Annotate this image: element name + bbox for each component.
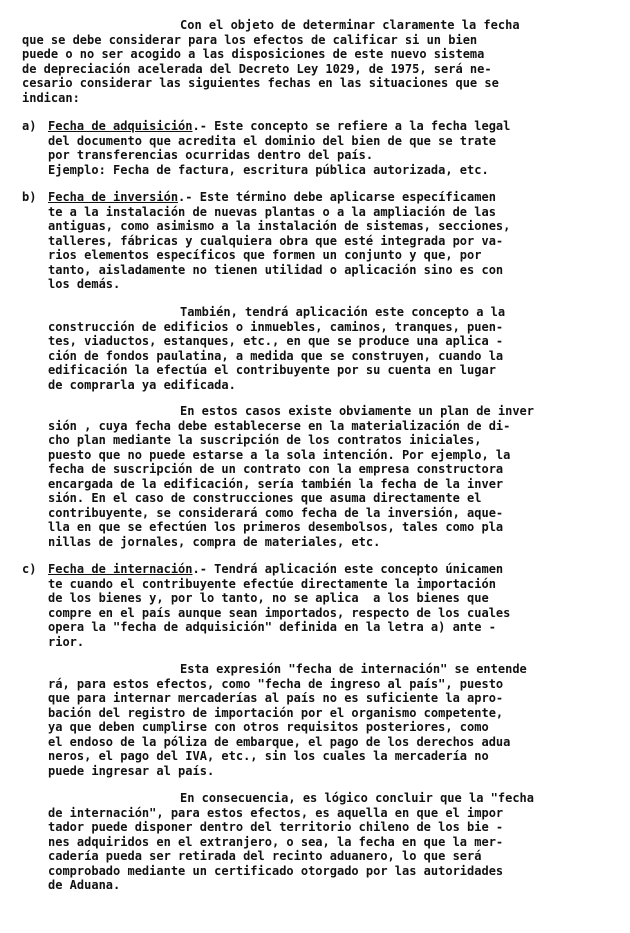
section-b-line: te a la instalación de nuevas plantas o a la ampliación de las — [48, 204, 496, 219]
section-b-line: talleres, fábricas y cualquiera obra que esté integrada por va- — [48, 233, 504, 248]
section-b-para2-line: tes, viaductos, estanques, etc., en que se produce una aplica - — [48, 334, 504, 348]
section-b-para3-line: En estos casos existe obviamente un plan de inver — [180, 404, 535, 418]
section-b-line: tanto, aisladamente no tienen utilidad o aplicación sino es con — [48, 262, 504, 277]
section-b-first-line — [48, 190, 496, 204]
section-c-para2-line: bación del registro de importación por el organismo competente, — [48, 705, 504, 720]
section-c-line: compre en el país aunque sean importados, respecto de los cuales — [48, 605, 511, 620]
section-b-para2-line: de comprarla ya edificada. — [48, 377, 236, 392]
section-b-line: los demás. — [48, 277, 121, 291]
section-b-para3-line: encargada de la edificación, sería también la fecha de la inver — [48, 476, 504, 491]
section-c-para3-line: cadería pueda ser retirada del recinto aduanero, lo que será — [48, 849, 482, 863]
section-c-para2-line: Esta expresión "fecha de internación" se entende — [180, 662, 527, 676]
section-b-para3-line: sión. En el caso de construcciones que asuma directamente el — [48, 491, 482, 505]
section-b-para3-line: puesto que no puede estarse a la sola intención. Por ejemplo, la — [48, 447, 511, 462]
section-a-first-rest: .- Este concepto se refiere a la fecha legal — [192, 119, 511, 133]
section-a-line: Ejemplo: Fecha de factura, escritura pública autorizada, etc. — [48, 162, 489, 177]
section-c-para2-line: el endoso de la póliza de embarque, el pago de los derechos adua — [48, 734, 511, 749]
intro-line: cesario considerar las siguientes fechas en las situaciones que se — [22, 76, 499, 90]
section-c-para3-line: comprobado mediante un certificado otorgado por las autoridades — [48, 863, 504, 878]
section-b-line: antiguas, como asimismo a la instalación de sistemas, secciones, — [48, 219, 511, 233]
section-c-first-rest: .- Tendrá aplicación este concepto únicamen — [192, 562, 504, 576]
section-c-label: c) — [22, 562, 37, 576]
section-c-para2-line: puede ingresar al país. — [48, 763, 215, 778]
section-b-first-rest: .- Este término debe aplicarse específicamen — [178, 190, 496, 204]
section-b-para2-line: construcción de edificios o inmuebles, caminos, tranques, puen- — [48, 319, 504, 334]
section-b-para3-line: contribuyente, se considerará como fecha de la inversión, aque- — [48, 505, 504, 520]
intro-line: de depreciación acelerada del Decreto Ley 1029, de 1975, será ne- — [22, 61, 492, 76]
section-b-para3-line: sión , cuya fecha debe establecerse en la materialización de di- — [48, 418, 511, 433]
section-c-para2-line: que para internar mercaderías al país no es suficiente la apro- — [48, 691, 504, 705]
section-b-para3-line: nillas de jornales, compra de materiales, etc. — [48, 534, 381, 549]
section-c-para2-line: ya que deben cumplirse con otros requisitos posteriores, como — [48, 720, 489, 734]
section-c-para2-line: rá, para estos efectos, como "fecha de ingreso al país", puesto — [48, 676, 504, 691]
section-a-label: a) — [22, 119, 37, 133]
section-a-term: Fecha de adquisición — [48, 119, 193, 133]
section-c-para3-line: de Aduana. — [48, 878, 121, 892]
section-c-para3-line: tador puede disponer dentro del territorio chileno de los bie - — [48, 820, 504, 834]
intro-line: que se debe considerar para los efectos de calificar si un bien — [22, 32, 478, 47]
section-b-para2-line: ción de fondos paulatina, a medida que se construyen, cuando la — [48, 348, 504, 363]
section-a-first-line — [48, 119, 510, 133]
section-b-label: b) — [22, 190, 37, 204]
section-a-line: del documento que acredita el dominio del bien de que se trate — [48, 133, 496, 148]
section-b-term: Fecha de inversión — [48, 190, 179, 204]
intro-line: indican: — [22, 90, 80, 105]
section-b-para3-line: cho plan mediante la suscripción de los contratos iniciales, — [48, 433, 482, 447]
section-c-para3-line: nes adquiridos en el extranjero, o sea, la fecha en que la mer- — [48, 834, 504, 849]
section-b-para3-line: lla en que se efectúen los primeros desembolsos, tales como pla — [48, 520, 504, 534]
section-b-para2-line: edificación la efectúa el contribuyente por su cuenta en lugar — [48, 363, 496, 377]
section-b-para3-line: fecha de suscripción de un contrato con la empresa constructora — [48, 462, 504, 476]
intro-line: Con el objeto de determinar claramente la fecha — [180, 18, 520, 32]
section-b-line: rios elementos específicos que formen un conjunto y que, por — [48, 248, 482, 262]
section-c-first-line — [48, 562, 503, 576]
intro-line: puede o no ser acogido a las disposiciones de este nuevo sistema — [22, 47, 485, 61]
section-c-para3-line: de internación", para estos efectos, es aquella en que el impor — [48, 805, 504, 820]
section-c-para3-line: En consecuencia, es lógico concluir que la "fecha — [180, 791, 535, 805]
section-c-line: opera la "fecha de adquisición" definida en la letra a) ante - — [48, 620, 496, 634]
section-b-para2-line: También, tendrá aplicación este concepto a la — [180, 305, 506, 319]
section-c-line: de los bienes y, por lo tanto, no se aplica a los bienes que — [48, 591, 489, 605]
section-c-term: Fecha de internación — [48, 562, 193, 576]
section-c-line: rior. — [48, 634, 85, 649]
section-c-line: te cuando el contribuyente efectúe directamente la importación — [48, 576, 496, 591]
section-a-line: por transferencias ocurridas dentro del país. — [48, 148, 374, 162]
section-c-para2-line: neros, el pago del IVA, etc., sin los cuales la mercadería no — [48, 749, 489, 763]
